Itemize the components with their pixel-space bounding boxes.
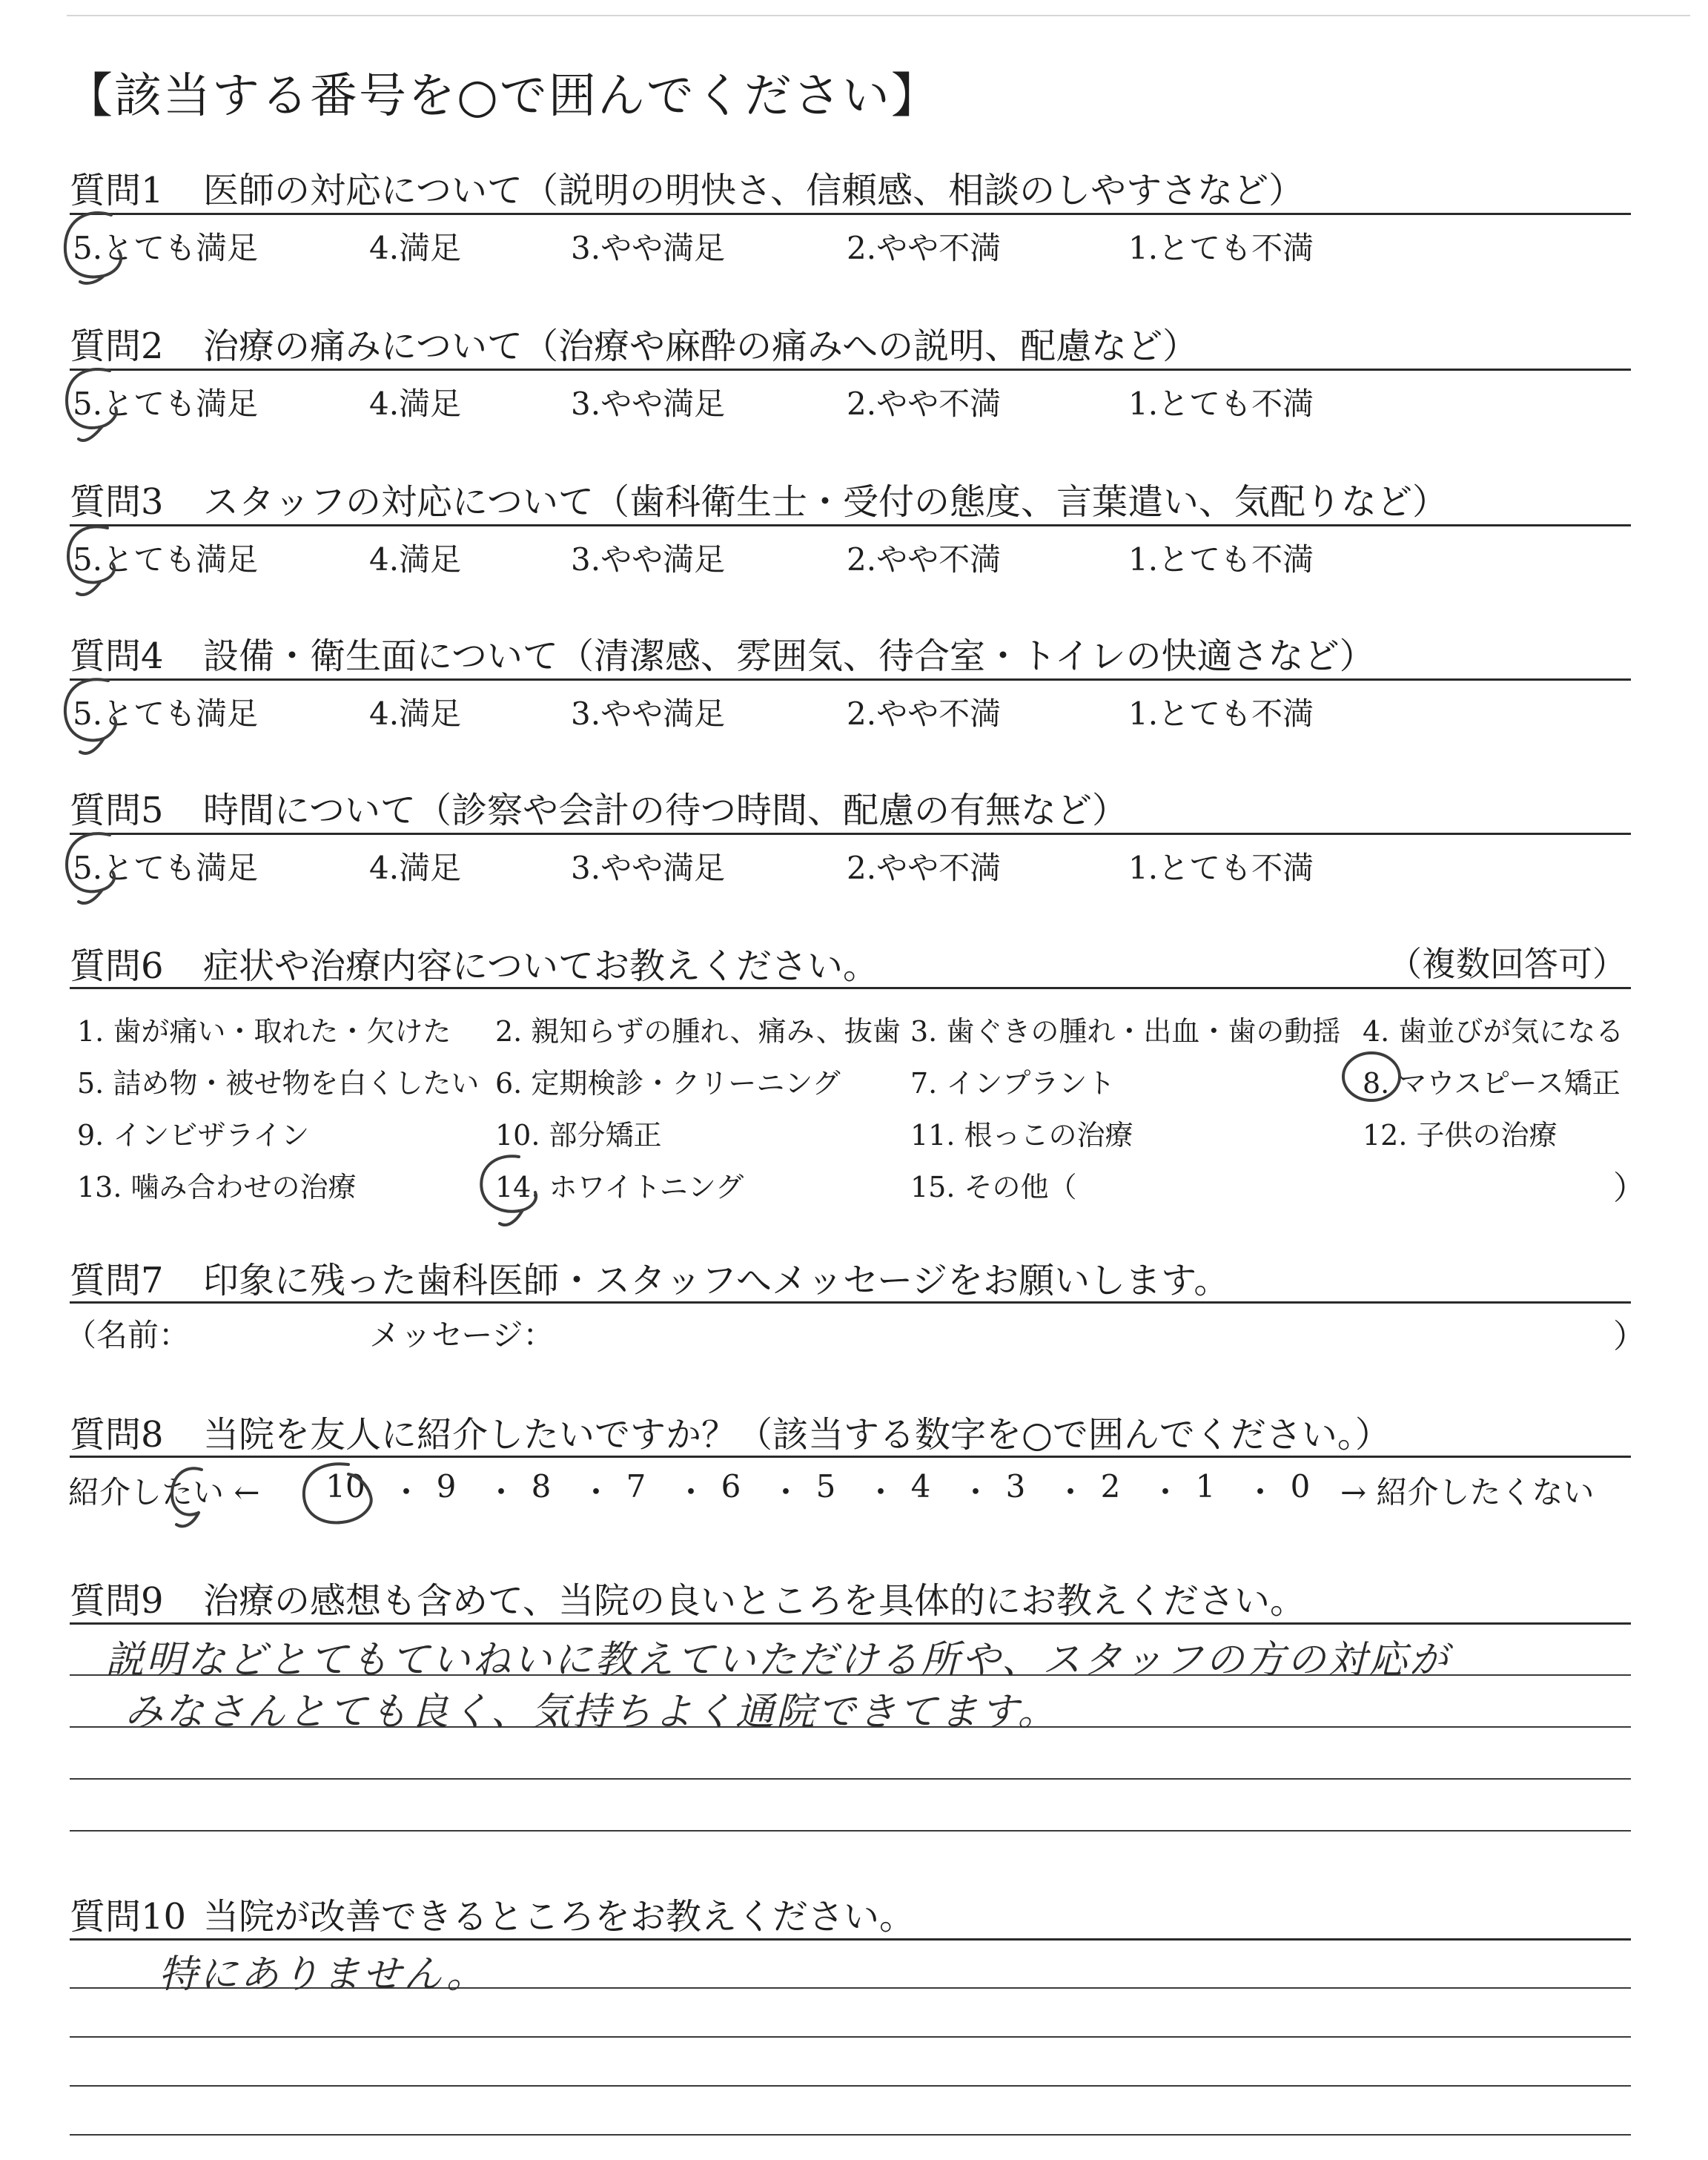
scale-dot: ・	[675, 1474, 707, 1510]
question-rule	[70, 1938, 1631, 1941]
scale-dot: ・	[580, 1474, 612, 1510]
question-text: 当院が改善できるところをお教えください。	[203, 1896, 916, 1938]
rating-option-3[interactable]: 3.やや満足	[571, 386, 726, 422]
scale-dot: ・	[865, 1474, 897, 1510]
answer-line	[70, 1778, 1631, 1780]
question-text: スタッフの対応について（歯科衛生士・受付の態度、言葉遣い、気配りなど）	[203, 481, 1449, 523]
scale-2[interactable]: 2	[1100, 1468, 1121, 1505]
name-label: （名前：	[65, 1317, 191, 1353]
symptom-option-13[interactable]: 13. 噛み合わせの治療	[77, 1171, 357, 1203]
question-text: 治療の痛みについて（治療や麻酔の痛みへの説明、配慮など）	[203, 326, 1199, 367]
answer-line	[70, 2036, 1631, 2038]
symptom-option-10[interactable]: 10. 部分矯正	[495, 1119, 662, 1152]
symptom-option-12[interactable]: 12. 子供の治療	[1363, 1119, 1558, 1152]
scale-dot: ・	[960, 1474, 992, 1510]
question-number: 質問1	[70, 170, 164, 211]
scale-dot: ・	[770, 1474, 802, 1510]
message-close-paren: ）	[1613, 1318, 1646, 1355]
symptom-option-8[interactable]: 8. マウスピース矯正	[1363, 1067, 1621, 1100]
scale-0[interactable]: 0	[1290, 1468, 1311, 1505]
not-recommend-label: → 紹介したくない	[1340, 1474, 1595, 1510]
scale-dot: ・	[1245, 1474, 1277, 1510]
question-rule	[70, 524, 1631, 526]
rating-option-1[interactable]: 1.とても不満	[1128, 696, 1314, 732]
question-text: 医師の対応について（説明の明快さ、信頼感、相談のしやすさなど）	[203, 170, 1305, 211]
rating-option-4[interactable]: 4.満足	[369, 230, 462, 266]
rating-option-3[interactable]: 3.やや満足	[571, 541, 726, 578]
answer-line	[70, 1830, 1631, 1832]
question-rule	[70, 213, 1631, 215]
symptom-option-5[interactable]: 5. 詰め物・被せ物を白くしたい	[77, 1067, 480, 1100]
question-number: 質問3	[70, 481, 164, 523]
question-text: 時間について（診察や会計の待つ時間、配慮の有無など）	[203, 790, 1128, 831]
rating-option-1[interactable]: 1.とても不満	[1128, 541, 1314, 578]
scale-3[interactable]: 3	[1005, 1468, 1026, 1505]
rating-option-2[interactable]: 2.やや不満	[847, 386, 1002, 422]
question-number: 質問10	[70, 1896, 187, 1938]
scale-dot: ・	[486, 1474, 517, 1510]
symptom-option-3[interactable]: 3. 歯ぐきの腫れ・出血・歯の動揺	[910, 1015, 1341, 1048]
question-number: 質問2	[70, 326, 164, 367]
question-text: 印象に残った歯科医師・スタッフへメッセージをお願いします。	[203, 1260, 1230, 1301]
scale-10[interactable]: 10	[325, 1468, 365, 1505]
rating-option-1[interactable]: 1.とても不満	[1128, 230, 1314, 266]
scale-5[interactable]: 5	[815, 1468, 836, 1505]
rating-option-5[interactable]: 5.とても満足	[73, 386, 259, 422]
scale-dot: ・	[1055, 1474, 1087, 1510]
page-title: 【該当する番号を○で囲んでください】	[65, 69, 940, 124]
symptom-option-14[interactable]: 14. ホワイトニング	[495, 1171, 744, 1203]
other-close-paren: ）	[1613, 1169, 1646, 1207]
scale-dot: ・	[1150, 1474, 1182, 1510]
symptom-option-1[interactable]: 1. 歯が痛い・取れた・欠けた	[77, 1015, 451, 1048]
rating-option-4[interactable]: 4.満足	[369, 541, 462, 578]
handwritten-answer-line-1[interactable]: 説明などとてもていねいに教えていただける所や、スタッフの方の対応が	[105, 1638, 1450, 1682]
rating-option-4[interactable]: 4.満足	[369, 386, 462, 422]
rating-option-5[interactable]: 5.とても満足	[73, 230, 259, 266]
question-rule	[70, 833, 1631, 835]
multiple-answer-note: （複数回答可）	[1388, 944, 1626, 984]
symptom-option-11[interactable]: 11. 根っこの治療	[910, 1119, 1133, 1152]
recommend-label: 紹介したい ←	[68, 1474, 260, 1510]
rating-option-4[interactable]: 4.満足	[369, 696, 462, 732]
rating-option-3[interactable]: 3.やや満足	[571, 230, 726, 266]
top-border	[67, 15, 1690, 16]
question-number: 質問8	[70, 1414, 164, 1456]
scale-9[interactable]: 9	[436, 1468, 457, 1505]
rating-option-2[interactable]: 2.やや不満	[847, 696, 1002, 732]
message-label: メッセージ：	[369, 1317, 555, 1353]
rating-option-2[interactable]: 2.やや不満	[847, 850, 1002, 886]
question-text: 治療の感想も含めて、当院の良いところを具体的にお教えください。	[203, 1580, 1306, 1622]
handwritten-answer-line-2[interactable]: みなさんとても良く、気持ちよく通院できてます。	[125, 1690, 1059, 1734]
rating-option-3[interactable]: 3.やや満足	[571, 696, 726, 732]
rating-option-2[interactable]: 2.やや不満	[847, 230, 1002, 266]
scale-6[interactable]: 6	[721, 1468, 741, 1505]
scale-8[interactable]: 8	[531, 1468, 552, 1505]
question-number: 質問9	[70, 1580, 164, 1622]
rating-option-1[interactable]: 1.とても不満	[1128, 850, 1314, 886]
rating-option-2[interactable]: 2.やや不満	[847, 541, 1002, 578]
symptom-option-7[interactable]: 7. インプラント	[910, 1067, 1116, 1100]
question-text: 症状や治療内容についてお教えください。	[203, 945, 879, 987]
scale-4[interactable]: 4	[910, 1468, 931, 1505]
question-rule	[70, 987, 1631, 989]
rating-option-5[interactable]: 5.とても満足	[73, 541, 259, 578]
symptom-option-4[interactable]: 4. 歯並びが気になる	[1363, 1015, 1624, 1048]
question-number: 質問6	[70, 945, 164, 987]
question-number: 質問5	[70, 790, 164, 831]
question-number: 質問7	[70, 1260, 164, 1301]
answer-line	[70, 2085, 1631, 2087]
symptom-option-6[interactable]: 6. 定期検診・クリーニング	[495, 1067, 841, 1100]
rating-option-5[interactable]: 5.とても満足	[73, 850, 259, 886]
symptom-option-2[interactable]: 2. 親知らずの腫れ、痛み、抜歯	[495, 1015, 901, 1048]
rating-option-5[interactable]: 5.とても満足	[73, 696, 259, 732]
question-rule	[70, 369, 1631, 371]
rating-option-3[interactable]: 3.やや満足	[571, 850, 726, 886]
symptom-option-9[interactable]: 9. インビザライン	[77, 1119, 310, 1152]
symptom-option-15[interactable]: 15. その他（	[910, 1171, 1077, 1203]
scale-7[interactable]: 7	[626, 1468, 646, 1505]
answer-line	[70, 2134, 1631, 2136]
question-rule	[70, 678, 1631, 681]
question-rule	[70, 1301, 1631, 1304]
scale-1[interactable]: 1	[1195, 1468, 1216, 1505]
scale-dot: ・	[391, 1474, 423, 1510]
rating-option-1[interactable]: 1.とても不満	[1128, 386, 1314, 422]
question-text: 当院を友人に紹介したいですか？（該当する数字を○で囲んでください。）	[203, 1414, 1391, 1456]
question-rule	[70, 1456, 1631, 1458]
handwritten-answer-line-1[interactable]: 特にありません。	[159, 1952, 488, 1997]
rating-option-4[interactable]: 4.満足	[369, 850, 462, 886]
question-text: 設備・衛生面について（清潔感、雰囲気、待合室・トイレの快適さなど）	[203, 635, 1375, 677]
question-rule	[70, 1622, 1631, 1625]
question-number: 質問4	[70, 635, 164, 677]
